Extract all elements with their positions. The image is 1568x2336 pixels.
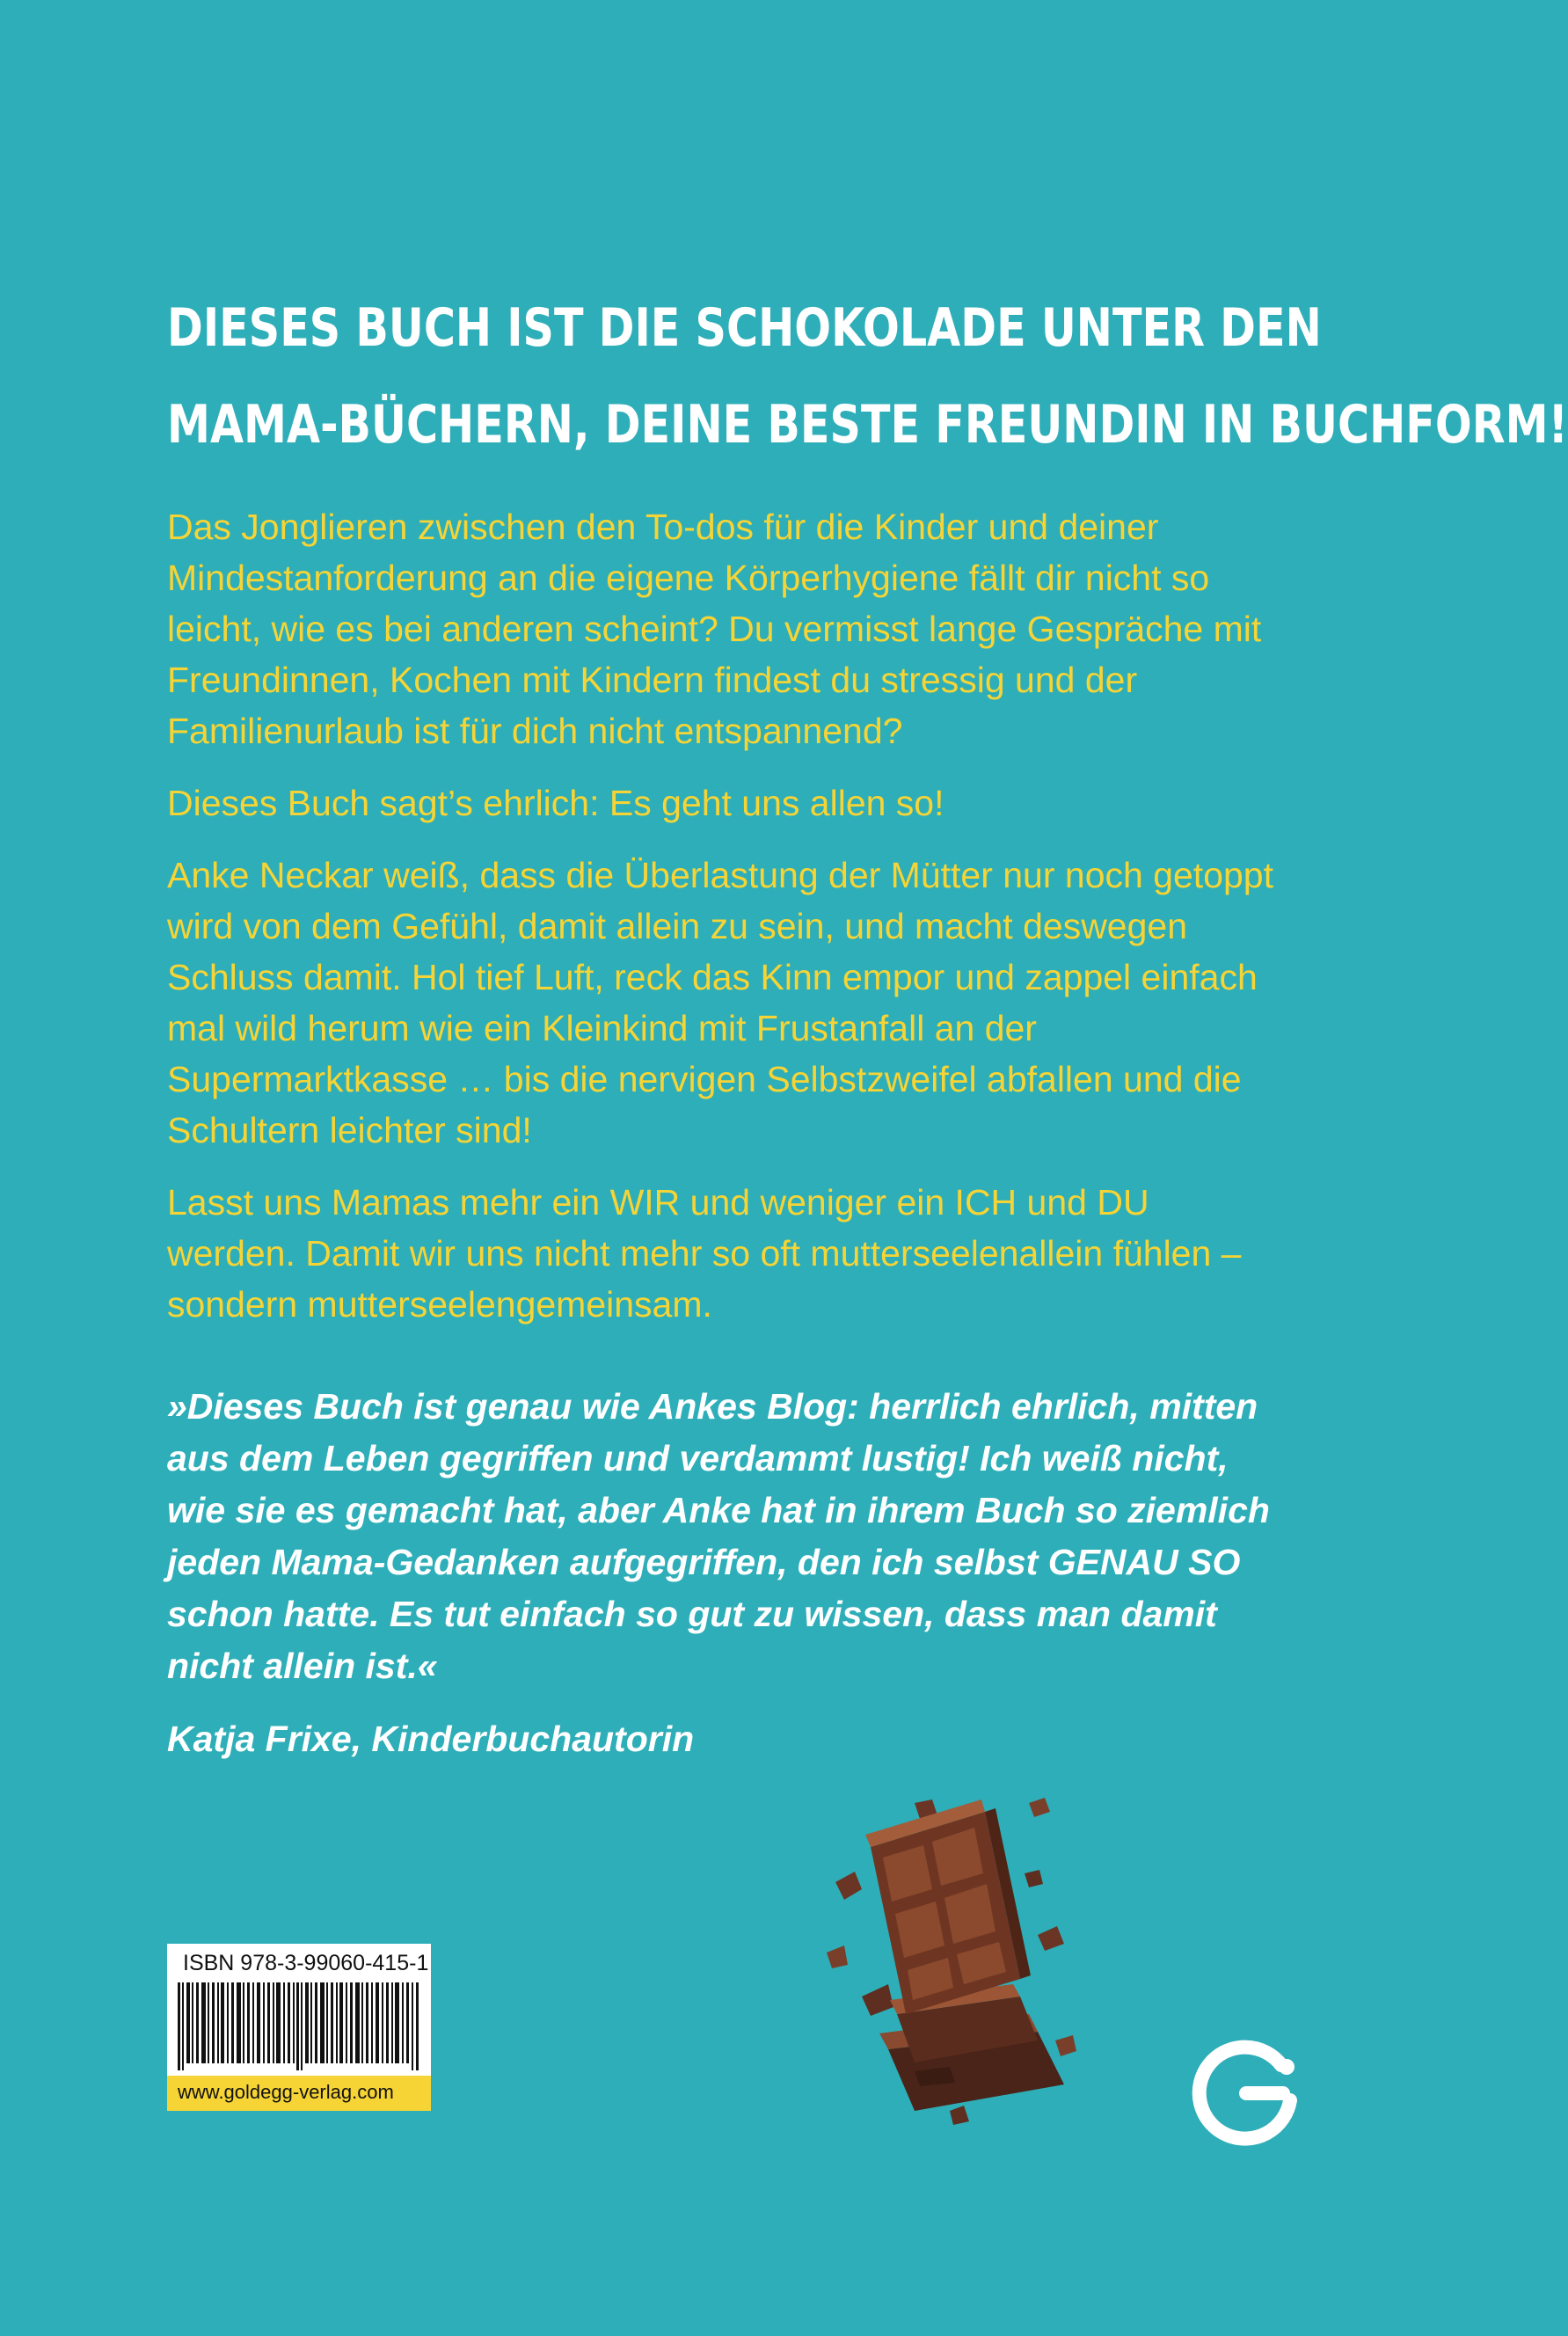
- headline-line-2: MAMA-BÜCHERN, DEINE BESTE FREUNDIN IN BUCHFORM!: [167, 394, 1568, 456]
- blurb: [167, 501, 1275, 1351]
- isbn-text: ISBN 978-3-99060-415-1: [183, 1951, 429, 1975]
- headline: [167, 280, 1568, 473]
- blurb-paragraph-3: Anke Neckar weiß, dass die Überlastung der Mütter nur noch getoppt wird von dem Gefühl, damit allein zu sein, und macht deswegen Schluss damit. Hol tief Luft, reck das Kinn empor und zappel einfach mal wild herum wie ein Kleinkind mit Frustanfall an der Supermarktkasse … bis die nervigen Selbstzweifel abfallen und die Schultern leichter sind!: [167, 855, 1273, 1150]
- testimonial-text: »Dieses Buch ist genau wie Ankes Blog: herrlich ehrlich, mitten aus dem Leben gegriffen und verdammt lustig! Ich weiß nicht, wie sie es gemacht hat, aber Anke hat in ihrem Buch so ziemlich jeden Mama-Gedanken aufgegriffen, den ich selbst GENAU SO schon hatte. Es tut einfach so gut zu wissen, dass man damit nicht allein ist.«: [167, 1386, 1270, 1686]
- blurb-paragraph-1: Das Jonglieren zwischen den To-dos für die Kinder und deiner Mindestanforderung an die eigene Körperhygiene fällt dir nicht so leicht, wie es bei anderen scheint? Du vermisst lange Gespräche mit Freundinnen, Kochen mit Kindern findest du stressig und der Familienurlaub ist für dich nicht entspannend?: [167, 507, 1262, 751]
- barcode-bars: [178, 1982, 420, 2070]
- testimonial-attribution: Katja Frixe, Kinderbuchautorin: [167, 1719, 695, 1759]
- barcode-label: [167, 1944, 431, 2111]
- publisher-url: www.goldegg-verlag.com: [178, 2081, 394, 2103]
- blurb-paragraph-4: Lasst uns Mamas mehr ein WIR und weniger ein ICH und DU werden. Damit wir uns nicht mehr so oft mutterseelenallein fühlen – sondern mutterseelengemeinsam.: [167, 1182, 1242, 1325]
- blurb-paragraph-2: Dieses Buch sagt’s ehrlich: Es geht uns allen so!: [167, 783, 944, 823]
- headline-line-1: DIESES BUCH IST DIE SCHOKOLADE UNTER DEN: [167, 297, 1322, 359]
- testimonial: [167, 1381, 1293, 1786]
- goldegg-g-logo: [1192, 2032, 1306, 2146]
